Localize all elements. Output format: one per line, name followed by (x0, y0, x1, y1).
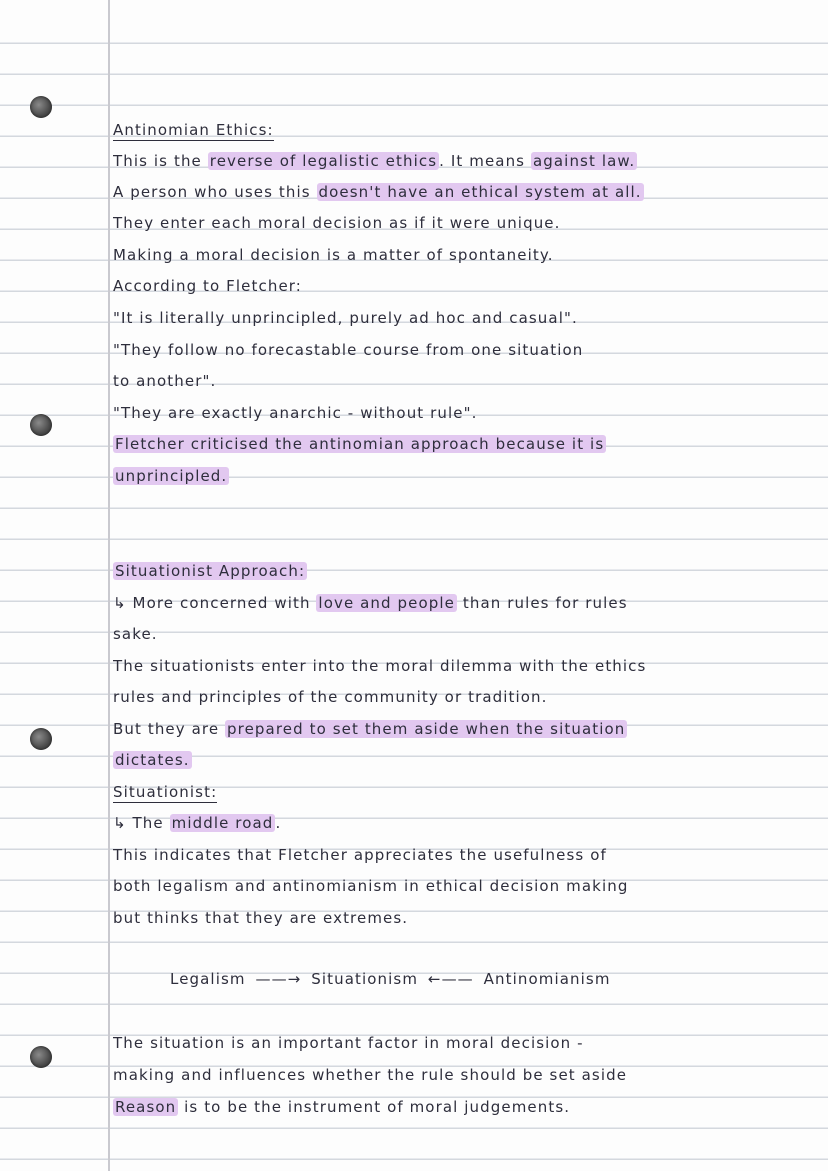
text-line: sake. (113, 625, 158, 643)
highlight: prepared to set them aside when the situation (227, 720, 626, 738)
text-line: A person who uses this doesn't have an ethical system at all. (113, 183, 642, 201)
situationist-heading (113, 558, 818, 584)
highlight: Reason (115, 1098, 177, 1116)
diagram-left: Legalism (170, 970, 246, 988)
punch-hole (30, 1046, 52, 1068)
highlight: Fletcher criticised the antinomian approach because it is (115, 435, 605, 453)
text-line: rules and principles of the community or tradition. (113, 688, 548, 706)
quote-line: "It is literally unprincipled, purely ad hoc and casual". (113, 309, 578, 327)
text-line: Reason is to be the instrument of moral judgements. (115, 1098, 571, 1116)
text-line: Making a moral decision is a matter of spontaneity. (113, 246, 554, 264)
punch-hole (30, 96, 52, 118)
text-line (113, 463, 818, 489)
highlight: love and people (318, 594, 455, 612)
text-line (113, 431, 818, 457)
arrow-left-icon: ←—— (427, 970, 474, 988)
antinomian-heading: Antinomian Ethics: (113, 121, 274, 139)
highlight: dictates. (115, 751, 190, 769)
highlight: unprincipled. (115, 467, 228, 485)
text-line: Situationist: (113, 783, 218, 801)
text-line: but thinks that they are extremes. (113, 909, 409, 927)
text-line: making and influences whether the rule should be set aside (113, 1066, 628, 1084)
highlight: doesn't have an ethical system at all. (318, 183, 642, 201)
quote-line: "They are exactly anarchic - without rule". (113, 404, 478, 422)
text-line: both legalism and antinomianism in ethical decision making (113, 877, 629, 895)
highlight: middle road (171, 814, 274, 832)
text-line: This is the reverse of legalistic ethics . It means against law. (113, 152, 636, 170)
quote-line: to another". (113, 372, 217, 390)
diagram-middle: Situationism (311, 970, 419, 988)
highlight: against law. (532, 152, 636, 170)
arrow-right-icon: ——→ (255, 970, 302, 988)
punch-hole (30, 728, 52, 750)
text-line: But they are prepared to set them aside when the situation (113, 720, 626, 738)
legalism-situationism-diagram (170, 966, 730, 992)
highlight: Situationist Approach: (115, 562, 306, 580)
margin-line (108, 0, 110, 1171)
text-line: ↳ The middle road . (113, 814, 282, 832)
highlight: reverse of legalistic ethics (209, 152, 438, 170)
text-line (113, 747, 818, 773)
text-line: The situation is an important factor in moral decision - (113, 1034, 584, 1052)
text-line: ↳ More concerned with love and people than rules for rules (113, 594, 628, 612)
text-line: According to Fletcher: (113, 277, 302, 295)
text-line: This indicates that Fletcher appreciates the usefulness of (113, 846, 607, 864)
text-line: The situationists enter into the moral dilemma with the ethics (113, 657, 647, 675)
diagram-right: Antinomianism (483, 970, 611, 988)
punch-hole (30, 414, 52, 436)
quote-line: "They follow no forecastable course from one situation (113, 341, 584, 359)
text-line: They enter each moral decision as if it were unique. (113, 214, 561, 232)
